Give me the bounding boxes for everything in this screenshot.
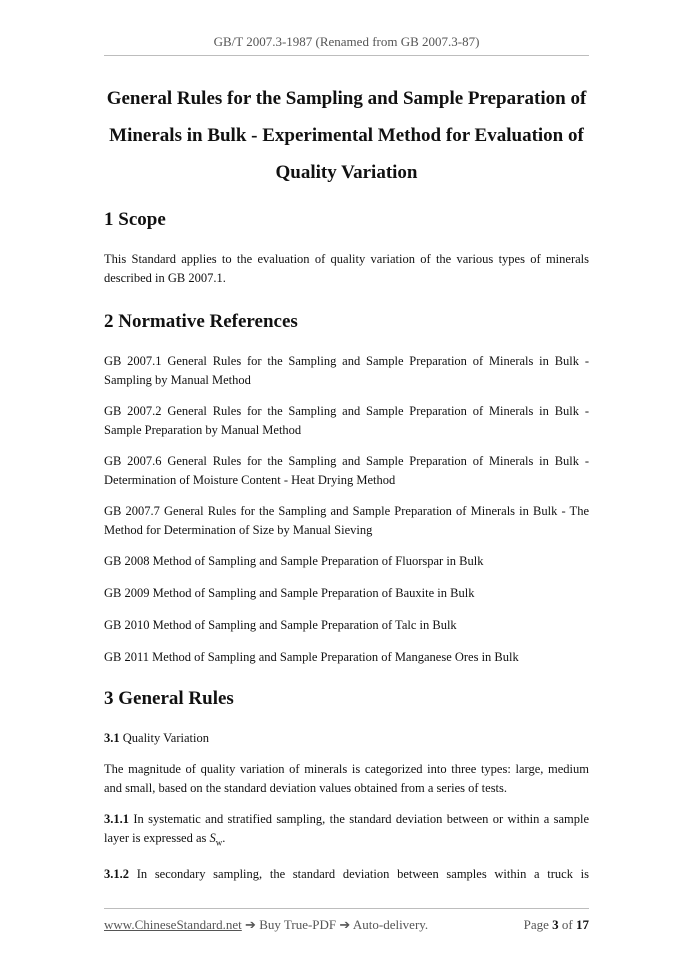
reference-item: GB 2010 Method of Sampling and Sample Preparation of Talc in Bulk <box>104 618 457 632</box>
section-heading-scope: 1 Scope <box>104 209 166 230</box>
title-line-1: General Rules for the Sampling and Sample Preparation of <box>106 88 587 109</box>
clause-text: In systematic and stratified sampling, the standard deviation between or within a sample layer is expressed as <box>104 812 590 845</box>
reference-item: GB 2007.1 General Rules for the Sampling and Sample Preparation of Minerals in Bulk - Sampling by Manual Method <box>104 354 589 387</box>
buy-text: Buy True-PDF <box>259 917 337 932</box>
clause-3-1-1 <box>104 810 589 853</box>
document-title <box>100 80 593 191</box>
reference-item: GB 2011 Method of Sampling and Sample Preparation of Manganese Ores in Bulk <box>104 650 519 664</box>
page-number <box>524 917 589 933</box>
footer-left <box>104 917 428 933</box>
reference-item: GB 2009 Method of Sampling and Sample Preparation of Bauxite in Bulk <box>104 586 475 600</box>
clause-3-1-2 <box>104 865 589 884</box>
section-heading-general-rules: 3 General Rules <box>104 688 234 709</box>
references-list <box>104 352 589 667</box>
clause-number: 3.1 <box>104 731 120 745</box>
reference-item: GB 2007.6 General Rules for the Sampling and Sample Preparation of Minerals in Bulk - Determination of Moisture Content - Heat Drying Method <box>104 454 589 487</box>
page-of: of <box>561 917 573 932</box>
reference-item: GB 2007.7 General Rules for the Sampling and Sample Preparation of Minerals in Bulk - The Method for Determination of Size by Manual Sieving <box>104 504 589 537</box>
page-label: Page <box>523 917 549 932</box>
title-line-2: Minerals in Bulk - Experimental Method for Evaluation of <box>109 125 584 146</box>
clause-text-end: . <box>222 831 226 845</box>
page-footer <box>104 917 589 933</box>
page-total: 17 <box>576 917 589 932</box>
reference-item: GB 2008 Method of Sampling and Sample Preparation of Fluorspar in Bulk <box>104 554 484 568</box>
section-heading-references: 2 Normative References <box>104 311 298 332</box>
title-line-3: Quality Variation <box>275 162 418 183</box>
symbol-s: S <box>209 831 216 845</box>
scope-paragraph: This Standard applies to the evaluation of quality variation of the various types of minerals described in GB 2007.1. <box>104 252 589 285</box>
clause-text: In secondary sampling, the standard deviation between samples within a truck is <box>136 866 589 881</box>
clause-number: 3.1.1 <box>104 812 129 826</box>
reference-item: GB 2007.2 General Rules for the Sampling and Sample Preparation of Minerals in Bulk - Sample Preparation by Manual Method <box>104 404 589 437</box>
running-header: GB/T 2007.3-1987 (Renamed from GB 2007.3-87) <box>213 34 480 49</box>
document-body <box>104 200 589 896</box>
clause-number: 3.1.2 <box>104 866 129 881</box>
page-current: 3 <box>552 917 559 932</box>
delivery-text: Auto-delivery. <box>352 917 429 932</box>
arrow-right-icon: ➔ <box>339 917 351 932</box>
website-link[interactable]: www.ChineseStandard.net <box>104 917 242 932</box>
clause-3-1 <box>104 729 589 748</box>
header-divider <box>104 55 589 56</box>
footer-divider <box>104 908 589 909</box>
arrow-right-icon: ➔ <box>245 917 256 932</box>
clause-title: Quality Variation <box>122 731 209 745</box>
clause-3-1-paragraph: The magnitude of quality variation of minerals is categorized into three types: large, medium and small, based on the standard deviation values obtained from a series of tests. <box>104 762 589 795</box>
symbol-subscript: w <box>215 837 223 848</box>
